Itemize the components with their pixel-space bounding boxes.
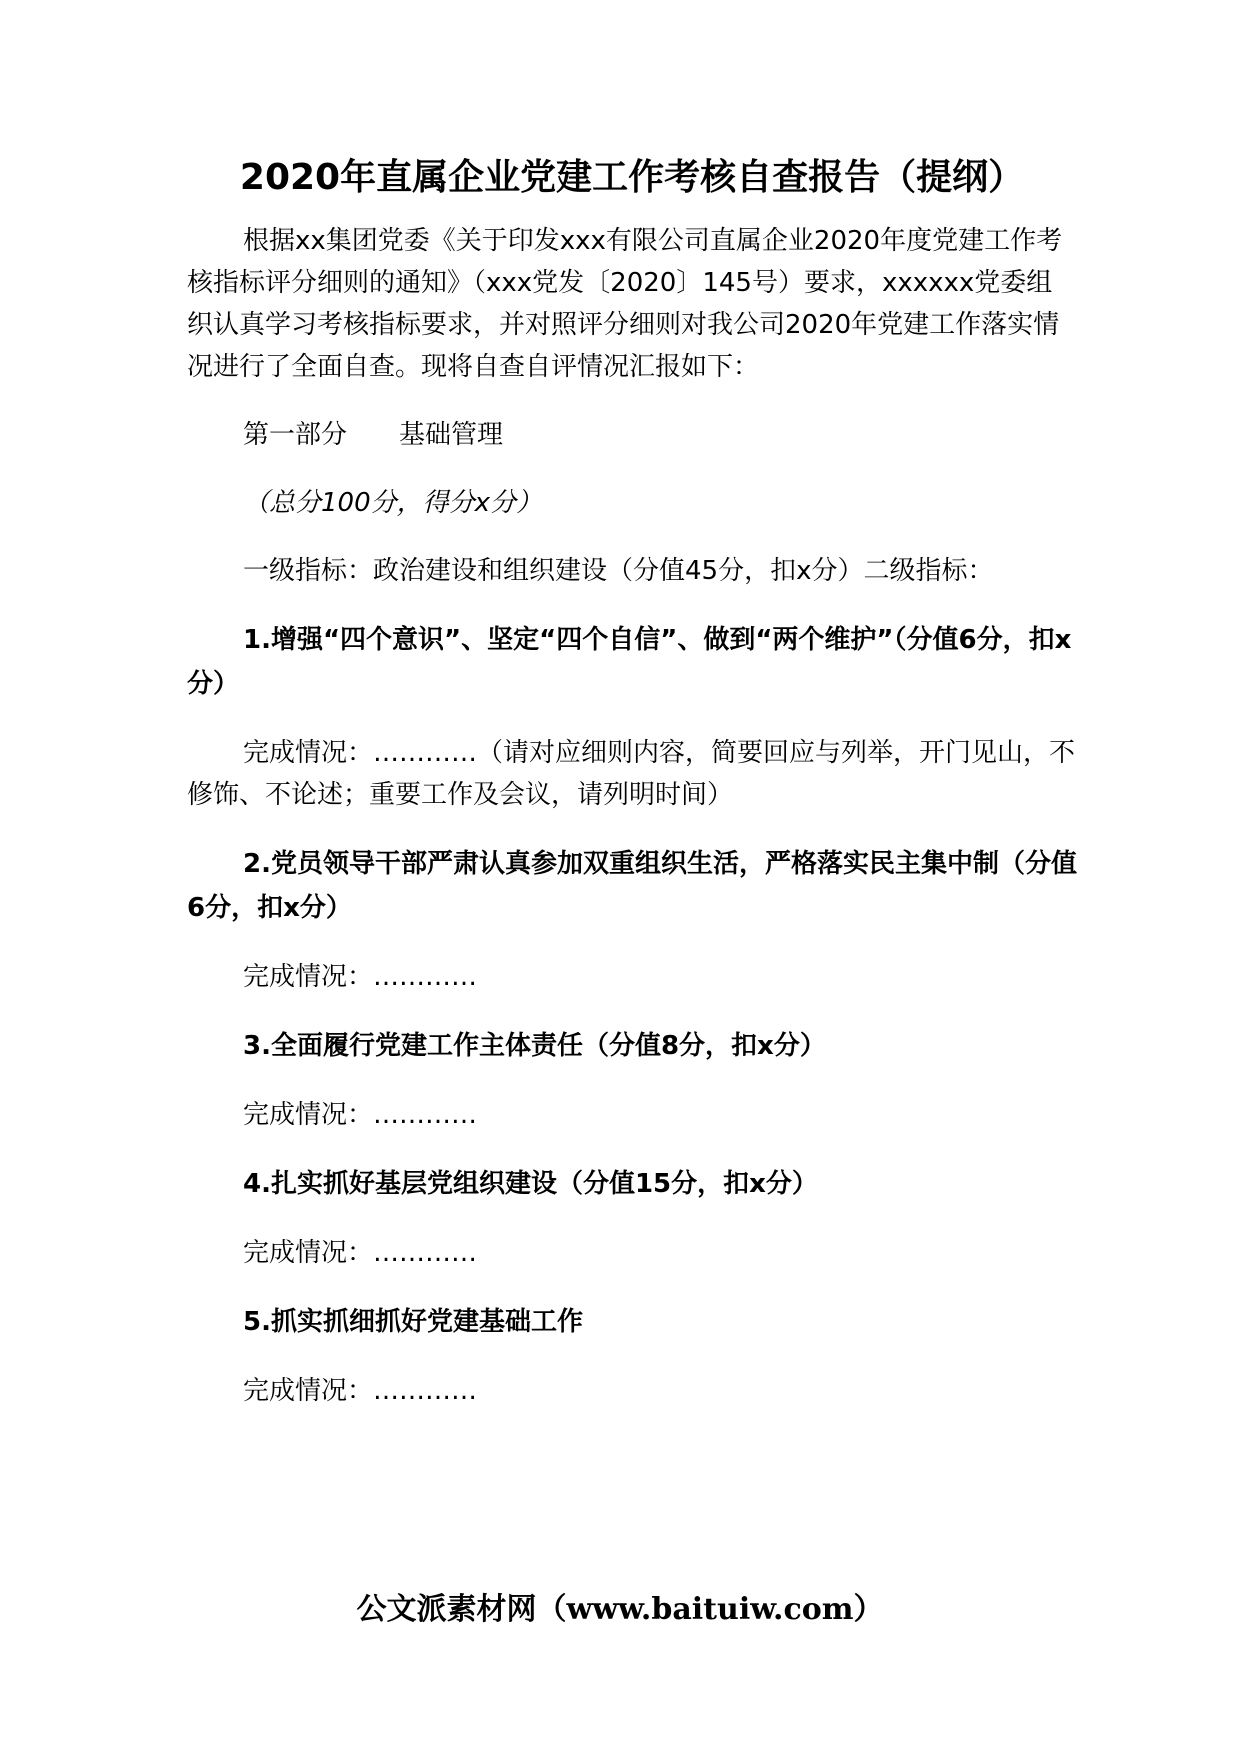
- item-status: 完成情况：…………: [243, 962, 478, 992]
- document-title: 2020年直属企业党建工作考核自查报告（提纲）: [239, 157, 1025, 198]
- item-status: 完成情况：…………（请对应细则内容，简要回应与列举，开门见山，不修饰、不论述；重要工作及会议，请列明时间）: [187, 738, 1076, 810]
- item-status: 完成情况：…………: [243, 1238, 478, 1268]
- item-heading: 4.扎实抓好基层党组织建设（分值15分，扣x分）: [243, 1169, 818, 1199]
- document-page: [187, 150, 1077, 1438]
- item-heading: 2.党员领导干部严肃认真参加双重组织生活，严格落实民主集中制（分值6分，扣x分）: [187, 849, 1077, 923]
- part-title: 第一部分 基础管理: [243, 420, 504, 450]
- part-score: （总分100分，得分x分）: [243, 488, 543, 518]
- item-heading: 1.增强“四个意识”、坚定“四个自信”、做到“两个维护”（分值6分，扣x分）: [187, 625, 1072, 699]
- footer-watermark: 公文派素材网（www.baituiw.com）: [356, 1592, 884, 1627]
- level1-indicator: 一级指标：政治建设和组织建设（分值45分，扣x分）二级指标：: [243, 556, 994, 586]
- item-status: 完成情况：…………: [243, 1100, 478, 1130]
- item-heading: 3.全面履行党建工作主体责任（分值8分，扣x分）: [243, 1031, 826, 1061]
- item-heading: 5.抓实抓细抓好党建基础工作: [243, 1307, 583, 1337]
- intro-paragraph: 根据xx集团党委《关于印发xxx有限公司直属企业2020年度党建工作考核指标评分细则的通知》（xxx党发〔2020〕145号）要求，xxxxxx党委组织认真学习考核指标要求，并对照评分细则对我公司2020年党建工作落实情况进行了全面自查。现将自查自评情况汇报如下：: [187, 226, 1063, 382]
- item-status: 完成情况：…………: [243, 1376, 478, 1406]
